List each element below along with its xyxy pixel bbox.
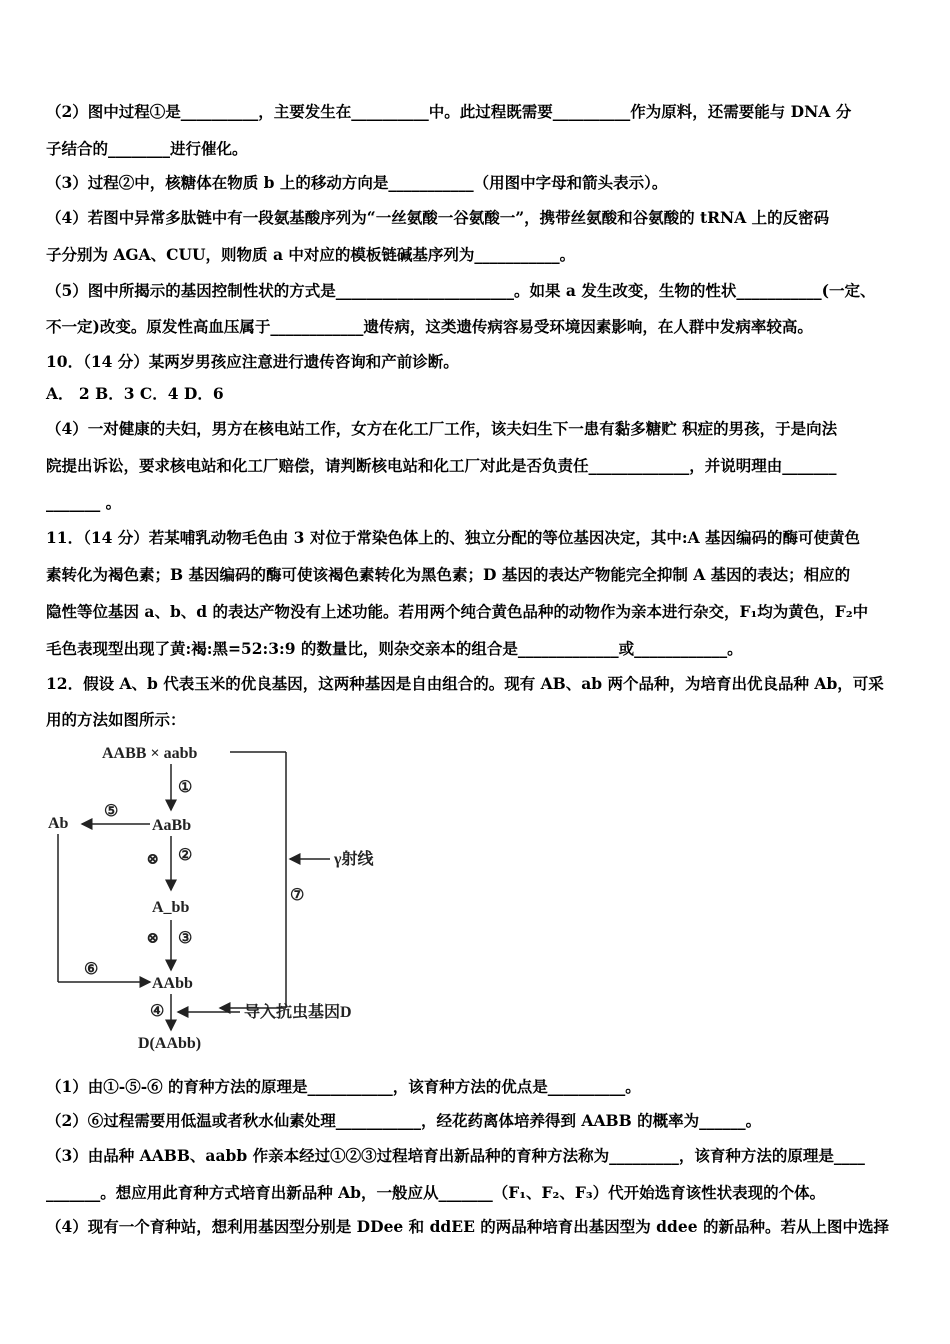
text-line: （4）若图中异常多肽链中有一段氨基酸序列为“一丝氨酸一谷氨酸一”，携带丝氨酸和谷氨酸的 tRNA 上的反密码 [46,208,830,227]
text-line: （1）由①-⑤-⑥ 的育种方法的原理是___________，该育种方法的优点是__________。 [46,1077,641,1096]
question-12: 12．假设 A、b 代表玉米的优良基因，这两种基因是自由组合的。现有 AB、ab 两个品种，为培育出优良品种 Ab，可采 [46,674,884,693]
text-line: 用的方法如图所示： [46,710,186,729]
text-line: 隐性等位基因 a、b、d 的表达产物没有上述功能。若用两个纯合黄色品种的动物作为亲本进行杂交，F₁均为黄色，F₂中 [46,602,869,621]
parents-label: AABB × aabb [102,745,198,762]
step3-label: ③ [178,930,193,947]
text-line: 院提出诉讼，要求核电站和化工厂赔偿，请判断核电站和化工厂对此是否负责任_____________，并说明理由_______ [46,456,837,475]
selfing-symbol: ⊗ [146,851,160,868]
step1-label: ① [178,779,193,796]
selfing-symbol: ⊗ [146,930,160,947]
text-line: （3）过程②中，核糖体在物质 b 上的移动方向是___________（用图中字母和箭头表示）。 [46,173,668,192]
step6-label: ⑥ [84,961,99,978]
step7-label: ⑦ [290,887,305,904]
text-line: （3）由品种 AABB、aabb 作亲本经过①②③过程培育出新品种的育种方法称为_________，该育种方法的原理是____ [46,1146,865,1165]
question-11: 11．（14 分）若某哺乳动物毛色由 3 对位于常染色体上的、独立分配的等位基因决定，其中:A 基因编码的酶可使黄色 [46,528,861,547]
text-line: （5）图中所揭示的基因控制性状的方式是_______________________。如果 a 发生改变，生物的性状___________(一定、 [46,281,876,300]
text-line: （2）⑥过程需要用低温或者秋水仙素处理___________，经花药离体培养得到 AABB 的概率为______。 [46,1111,762,1130]
haploid-label: Ab [48,815,69,832]
text-line: 不一定)改变。原发性高血压属于____________遗传病，这类遗传病容易受环境因素影响，在人群中发病率较高。 [46,317,813,336]
text-line: （4）现有一个育种站，想利用基因型分别是 DDee 和 ddEE 的两品种培育出基因型为 ddee 的新品种。若从上图中选择 [46,1217,889,1236]
import-gene-label: 导入抗虫基因D [244,1004,352,1021]
text-line: _______ 。 [46,493,122,512]
text-line: 素转化为褐色素；B 基因编码的酶可使该褐色素转化为黑色素；D 基因的表达产物能完全抑制 A 基因的表达；相应的 [46,565,851,584]
breeding-diagram [40,738,420,1058]
text-line: _______。想应用此育种方式培育出新品种 Ab，一般应从_______（F₁、F₂、F₃）代开始选育该性状表现的个体。 [46,1183,826,1202]
question-10: 10．（14 分）某两岁男孩应注意进行遗传咨询和产前诊断。 [46,352,459,371]
text-line: 子分别为 AGA、CUU，则物质 a 中对应的模板链碱基序列为___________。 [46,245,576,264]
f1-label: AaBb [152,817,192,834]
step4-label: ④ [150,1003,165,1020]
pure-line-label: AAbb [152,975,193,992]
step5-label: ⑤ [104,803,119,820]
gamma-label: γ射线 [334,851,374,868]
answer-options: A． 2 B．3 C．4 D．6 [46,384,224,403]
f2-label: A_bb [152,899,190,916]
text-line: 子结合的________进行催化。 [46,139,248,158]
text-line: （2）图中过程①是__________，主要发生在__________中。此过程既需要__________作为原料，还需要能与 DNA 分 [46,102,852,121]
step2-label: ② [178,847,193,864]
text-line: （4）一对健康的夫妇，男方在核电站工作，女方在化工厂工作，该夫妇生下一患有黏多糖贮 积症的男孩，于是向法 [46,419,838,438]
text-line: 毛色表现型出现了黄:褐:黑=52:3:9 的数量比，则杂交亲本的组合是_____________或____________。 [46,639,743,658]
result-label: D(AAbb) [138,1035,202,1052]
